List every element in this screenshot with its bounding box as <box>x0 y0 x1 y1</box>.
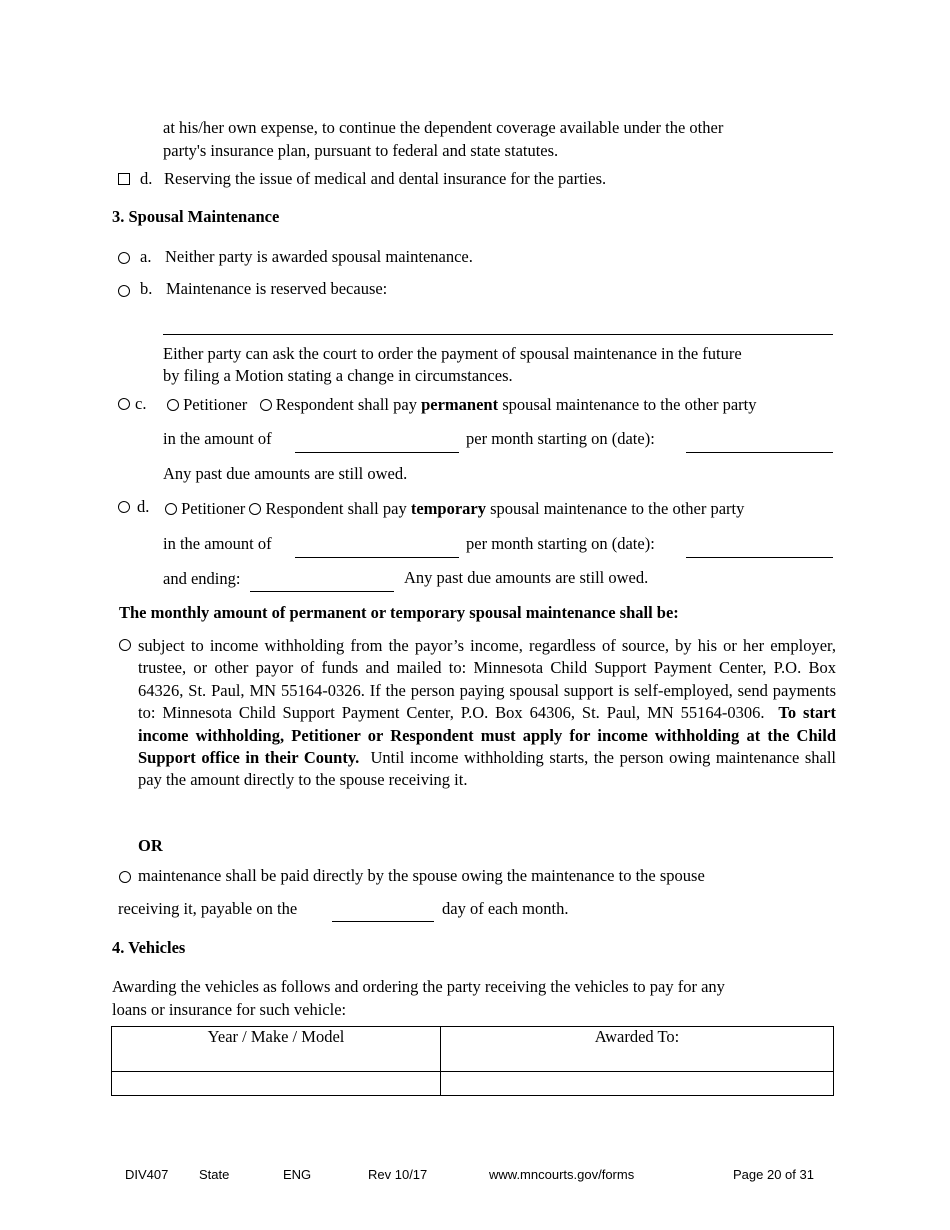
payment-day-field[interactable] <box>332 921 434 922</box>
option-3d-radio[interactable] <box>118 501 130 513</box>
permanent-respondent-radio[interactable] <box>260 399 272 411</box>
table-row <box>112 1072 834 1096</box>
footer-revision: Rev 10/17 <box>368 1167 428 1182</box>
withholding-bold-text: To start income withholding, Petitioner or Respondent must apply for income withholding at the Child Support office in their County. <box>138 703 837 768</box>
temporary-petitioner-radio[interactable] <box>165 503 177 515</box>
temporary-respondent-label: Respondent <box>265 499 344 518</box>
temporary-shall-pay: shall pay <box>347 499 407 518</box>
vehicles-intro-line1: Awarding the vehicles as follows and ordering the party receiving the vehicles to pay for any <box>112 977 725 996</box>
option-3b-letter: b. <box>140 279 153 298</box>
option-3c-letter: c. <box>135 394 147 413</box>
modify-note-line2: by filing a Motion stating a change in circumstances. <box>163 366 513 385</box>
withholding-paragraph <box>138 635 836 792</box>
option-3a-radio[interactable] <box>118 252 130 264</box>
option-3b-text: Maintenance is reserved because: <box>166 279 388 298</box>
option-2d-checkbox[interactable] <box>118 173 130 185</box>
coverage-text-line1: at his/her own expense, to continue the dependent coverage available under the other <box>163 118 724 137</box>
section-4-heading: 4. Vehicles <box>112 938 186 957</box>
vehicles-table <box>111 1026 834 1096</box>
footer-language: ENG <box>283 1167 312 1182</box>
permanent-shall-pay: shall pay <box>357 395 417 414</box>
temporary-petitioner-label: Petitioner <box>181 499 246 518</box>
footer-state: State <box>199 1167 230 1182</box>
option-3c-payor-line <box>167 395 757 415</box>
vehicle-awarded-cell[interactable] <box>441 1072 834 1096</box>
vehicles-col-model: Year / Make / Model <box>112 1027 441 1072</box>
option-3d-letter: d. <box>137 497 150 516</box>
option-3d-payor-line <box>165 499 744 519</box>
temporary-keyword: temporary <box>410 499 486 518</box>
option-3c-radio[interactable] <box>118 398 130 410</box>
vehicles-table-header-row <box>112 1027 834 1072</box>
withholding-radio[interactable] <box>119 639 131 651</box>
withholding-text-2: Until income withholding starts, the person owing maintenance shall pay the amount directly to the spouse receiving it. <box>138 748 837 790</box>
permanent-petitioner-radio[interactable] <box>167 399 179 411</box>
temporary-past-due: Any past due amounts are still owed. <box>404 568 649 587</box>
vehicles-intro-line2: loans or insurance for such vehicle: <box>112 1000 347 1019</box>
modify-note-line1: Either party can ask the court to order the payment of spousal maintenance in the future <box>163 344 742 363</box>
section-3-heading: 3. Spousal Maintenance <box>112 207 280 226</box>
temporary-amount-field[interactable] <box>295 557 459 558</box>
direct-payment-radio[interactable] <box>119 871 131 883</box>
permanent-rest: spousal maintenance to the other party <box>502 395 757 414</box>
permanent-respondent-label: Respondent <box>275 395 354 414</box>
monthly-amount-heading: The monthly amount of permanent or temporary spousal maintenance shall be: <box>119 603 679 622</box>
temporary-start-label: per month starting on (date): <box>466 534 655 553</box>
reserved-reason-field[interactable] <box>163 334 833 335</box>
permanent-past-due: Any past due amounts are still owed. <box>163 464 408 483</box>
direct-payment-line2b: day of each month. <box>442 899 569 918</box>
permanent-amount-field[interactable] <box>295 452 459 453</box>
temporary-ending-label: and ending: <box>163 569 241 588</box>
option-3a-letter: a. <box>140 247 152 266</box>
permanent-start-date-field[interactable] <box>686 452 833 453</box>
option-2d-text: Reserving the issue of medical and dental insurance for the parties. <box>164 169 607 188</box>
temporary-amount-label: in the amount of <box>163 534 272 553</box>
footer-page-number: Page 20 of 31 <box>733 1167 814 1182</box>
footer-url[interactable]: www.mncourts.gov/forms <box>489 1167 635 1182</box>
option-3a-text: Neither party is awarded spousal maintenance. <box>165 247 473 266</box>
or-label: OR <box>138 836 163 855</box>
footer-form-id: DIV407 <box>125 1167 169 1182</box>
option-3b-radio[interactable] <box>118 285 130 297</box>
direct-payment-line1: maintenance shall be paid directly by the spouse owing the maintenance to the spouse <box>138 866 705 885</box>
temporary-respondent-radio[interactable] <box>249 503 261 515</box>
temporary-rest: spousal maintenance to the other party <box>490 499 745 518</box>
vehicles-col-awarded: Awarded To: <box>441 1027 834 1072</box>
permanent-amount-label: in the amount of <box>163 429 272 448</box>
option-2d-letter: d. <box>140 169 153 188</box>
vehicle-model-cell[interactable] <box>112 1072 441 1096</box>
coverage-text-line2: party's insurance plan, pursuant to federal and state statutes. <box>163 141 559 160</box>
permanent-keyword: permanent <box>421 395 499 414</box>
permanent-petitioner-label: Petitioner <box>183 395 248 414</box>
temporary-end-date-field[interactable] <box>250 591 394 592</box>
direct-payment-line2a: receiving it, payable on the <box>118 899 298 918</box>
temporary-start-date-field[interactable] <box>686 557 833 558</box>
permanent-start-label: per month starting on (date): <box>466 429 655 448</box>
withholding-text-1: subject to income withholding from the payor’s income, regardless of source, by his or her employer, trustee, or other payor of funds and mailed to: Minnesota Child Support Payment Center, P.O. Box 64326, St. Paul, MN 55164-0326. If the person paying spousal support is self-employed, send payments to: Minnesota Child Support Payment Center, P.O. Box 64306, St. Paul, MN 55164-0306. <box>138 636 836 723</box>
